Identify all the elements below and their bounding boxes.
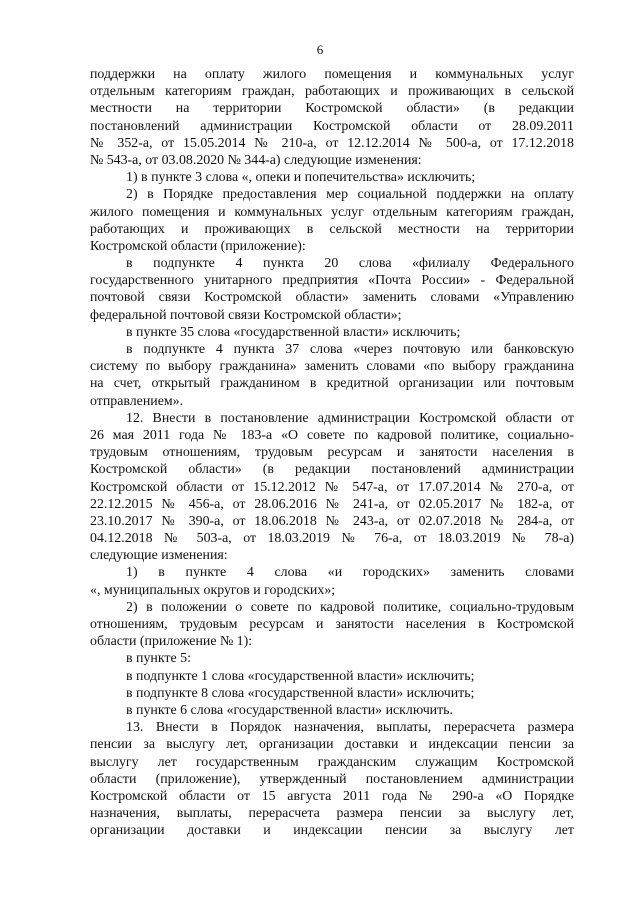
text-line: в подпункте 8 слова «государственной власти» исключить;	[126, 685, 475, 701]
text-line: 13. Внести в Порядок назначения, выплаты, перерасчета размера	[126, 720, 574, 736]
text-line: федеральной почтовой связи Костромской области»;	[90, 307, 402, 323]
text-line: 04.12.2018 № 503-а, от 18.03.2019 № 76-а, от 18.03.2019 № 78-а)	[90, 531, 574, 547]
text-line: 22.12.2015 № 456-а, от 28.06.2016 № 241-а, от 02.05.2017 № 182-а, от	[90, 496, 574, 512]
text-line: в подпункте 4 пункта 20 слова «филиалу Федерального	[126, 256, 574, 272]
text-line: области (приложение), утвержденный постановлением администрации	[90, 771, 574, 787]
text-line: № 352-а, от 15.05.2014 № 210-а, от 12.12.2014 № 500-а, от 17.12.2018	[90, 135, 574, 151]
text-line: в подпункте 4 пункта 37 слова «через почтовую или банковскую	[126, 342, 574, 357]
text-line: 26 мая 2011 года № 183-а «О совете по кадровой политике, социально-	[90, 427, 574, 443]
text-line: отправлением».	[90, 393, 184, 409]
text-line: в пункте 5:	[126, 651, 191, 667]
page-number: 6	[316, 42, 324, 57]
text-line: почтовой связи Костромской области» заменить словами «Управлению	[90, 290, 574, 306]
text-line: выслугу лет государственным гражданским служащим Костромской	[90, 754, 574, 770]
text-line: трудовым отношениям, трудовым ресурсам и занятости населения в	[90, 445, 574, 461]
text-line: Костромской области от 15.12.2012 № 547-а, от 17.07.2014 № 270-а, от	[90, 479, 574, 495]
text-line: в подпункте 1 слова «государственной власти» исключить;	[126, 668, 475, 684]
text-line: № 543-а, от 03.08.2020 № 344-а) следующие изменения:	[90, 152, 422, 168]
text-line: 2) в положении о совете по кадровой политике, социально-трудовым	[126, 599, 574, 615]
text-line: 1) в пункте 3 слова «, опеки и попечительства» исключить;	[126, 170, 476, 186]
text-line: систему по выбору гражданина» заменить словами «по выбору гражданина	[90, 359, 574, 375]
text-line: отношениям, трудовым ресурсам и занятости населения в Костромской	[90, 617, 574, 632]
text-line: работающих и проживающих в сельской местности на территории	[90, 221, 574, 237]
text-line: в пункте 6 слова «государственной власти» исключить.	[126, 702, 453, 718]
text-line: организации доставки и индексации пенсии за выслугу лет	[90, 823, 574, 839]
text-line: следующие изменения:	[90, 548, 228, 564]
text-line: отдельным категориям граждан, работающих и проживающих в сельской	[90, 84, 574, 100]
text-line: назначения, выплаты, перерасчета размера пенсии за выслугу лет,	[90, 806, 574, 822]
text-line: «, муниципальных округов и городских»;	[90, 582, 336, 598]
text-line: постановлений администрации Костромской области от 28.09.2011	[90, 118, 574, 134]
text-line: 2) в Порядке предоставления мер социальной поддержки на оплату	[126, 187, 574, 203]
text-line: Костромской области от 15 августа 2011 года № 290-а «О Порядке	[90, 788, 574, 804]
text-line: местности на территории Костромской области» (в редакции	[90, 101, 574, 117]
document-body	[90, 66, 574, 839]
text-line: области (приложение № 1):	[90, 634, 253, 650]
text-line: государственного унитарного предприятия «Почта России» - Федеральной	[90, 273, 574, 289]
text-line: Костромской области (приложение):	[90, 238, 306, 254]
text-line: Костромской области» (в редакции постановлений администрации	[90, 462, 574, 478]
text-line: пенсии за выслугу лет, организации доставки и индексации пенсии за	[90, 737, 574, 753]
text-line: поддержки на оплату жилого помещения и коммунальных услуг	[90, 67, 574, 82]
text-line: 1) в пункте 4 слова «и городских» заменить словами	[126, 565, 574, 581]
text-line: жилого помещения и коммунальных услуг отдельным категориям граждан,	[90, 204, 574, 220]
text-line: 12. Внести в постановление администрации Костромской области от	[126, 410, 574, 426]
text-line: в пункте 35 слова «государственной власти» исключить;	[126, 324, 461, 340]
text-line: 23.10.2017 № 390-а, от 18.06.2018 № 243-а, от 02.07.2018 № 284-а, от	[90, 513, 574, 529]
text-line: на счет, открытый гражданином в кредитной организации или почтовым	[90, 376, 574, 392]
